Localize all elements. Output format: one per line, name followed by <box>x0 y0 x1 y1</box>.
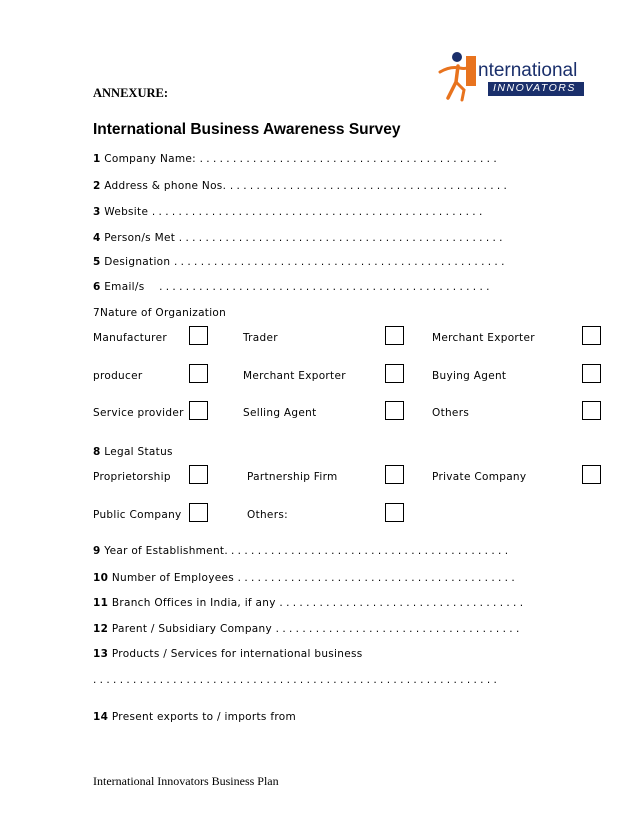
page-footer: International Innovators Business Plan <box>93 774 279 788</box>
annexure-heading: ANNEXURE: <box>93 86 168 100</box>
option-label: Merchant Exporter <box>243 370 346 382</box>
checkbox-merchant-exporter-2[interactable] <box>385 364 404 383</box>
field-website[interactable]: 3 Website . . . . . . . . . . . . . . . . . . . . . . . . . . . . . . . . . . . . . . . . . . . . . . . . . . <box>93 206 483 218</box>
logo-line2: INNOVATORS <box>493 82 576 94</box>
logo-band <box>488 82 584 96</box>
option-label: Public Company <box>93 509 182 521</box>
option-label: Merchant Exporter <box>432 332 535 344</box>
option-label: Trader <box>243 332 278 344</box>
option-label: Private Company <box>432 471 527 483</box>
checkbox-legal-others[interactable] <box>385 503 404 522</box>
checkbox-manufacturer[interactable] <box>189 326 208 345</box>
field-exports-imports[interactable]: 14 Present exports to / imports from <box>93 711 296 723</box>
company-logo <box>436 48 596 104</box>
checkbox-others[interactable] <box>582 401 601 420</box>
legal-heading: 8 Legal Status <box>93 446 173 458</box>
field-parent-company[interactable]: 12 Parent / Subsidiary Company . . . . . . . . . . . . . . . . . . . . . . . . . . . . . . . . . . . . . <box>93 623 520 635</box>
checkbox-buying-agent[interactable] <box>582 364 601 383</box>
checkbox-partnership-firm[interactable] <box>385 465 404 484</box>
checkbox-trader[interactable] <box>385 326 404 345</box>
logo-i-mark <box>466 56 476 86</box>
option-label: Proprietorship <box>93 471 171 483</box>
field-products-label: 13 Products / Services for international business <box>93 648 363 660</box>
option-label: Others <box>432 407 470 419</box>
field-designation[interactable]: 5 Designation . . . . . . . . . . . . . . . . . . . . . . . . . . . . . . . . . . . . . . . . . . . . . . . . . . <box>93 256 505 268</box>
option-label: Partnership Firm <box>247 471 338 483</box>
checkbox-producer[interactable] <box>189 364 208 383</box>
option-label: Manufacturer <box>93 332 167 344</box>
field-company-name[interactable]: 1 Company Name: . . . . . . . . . . . . . . . . . . . . . . . . . . . . . . . . . . . . . . . . . . . . . <box>93 153 497 165</box>
field-address[interactable]: 2 Address & phone Nos. . . . . . . . . . . . . . . . . . . . . . . . . . . . . . . . . . . . . . . . . . . <box>93 180 507 192</box>
field-year-established[interactable]: 9 Year of Establishment. . . . . . . . . . . . . . . . . . . . . . . . . . . . . . . . . . . . . . . . . . . <box>93 545 509 557</box>
field-persons-met[interactable]: 4 Person/s Met . . . . . . . . . . . . . . . . . . . . . . . . . . . . . . . . . . . . . . . . . . . . . . . . . <box>93 232 503 244</box>
checkbox-proprietorship[interactable] <box>189 465 208 484</box>
checkbox-private-company[interactable] <box>582 465 601 484</box>
field-products-line[interactable]: . . . . . . . . . . . . . . . . . . . . . . . . . . . . . . . . . . . . . . . . . . . . . . . . . . . . . . . . . . . . . <box>93 674 497 686</box>
option-label: producer <box>93 370 143 382</box>
option-label: Buying Agent <box>432 370 507 382</box>
checkbox-service-provider[interactable] <box>189 401 208 420</box>
checkbox-selling-agent[interactable] <box>385 401 404 420</box>
logo-line1: nternational <box>478 60 578 81</box>
checkbox-merchant-exporter[interactable] <box>582 326 601 345</box>
checkbox-public-company[interactable] <box>189 503 208 522</box>
field-email[interactable]: 6 Email/s . . . . . . . . . . . . . . . . . . . . . . . . . . . . . . . . . . . . . . . . . . . . . . . . . . <box>93 281 490 293</box>
option-label: Others: <box>247 509 288 521</box>
field-branch-offices[interactable]: 11 Branch Offices in India, if any . . . . . . . . . . . . . . . . . . . . . . . . . . . . . . . . . . . . . <box>93 597 524 609</box>
option-label: Service provider <box>93 407 184 419</box>
field-employees[interactable]: 10 Number of Employees . . . . . . . . . . . . . . . . . . . . . . . . . . . . . . . . . . . . . . . . . . <box>93 572 515 584</box>
nature-heading: 7Nature of Organization <box>93 307 227 319</box>
option-label: Selling Agent <box>243 407 317 419</box>
survey-title: International Business Awareness Survey <box>93 121 401 138</box>
